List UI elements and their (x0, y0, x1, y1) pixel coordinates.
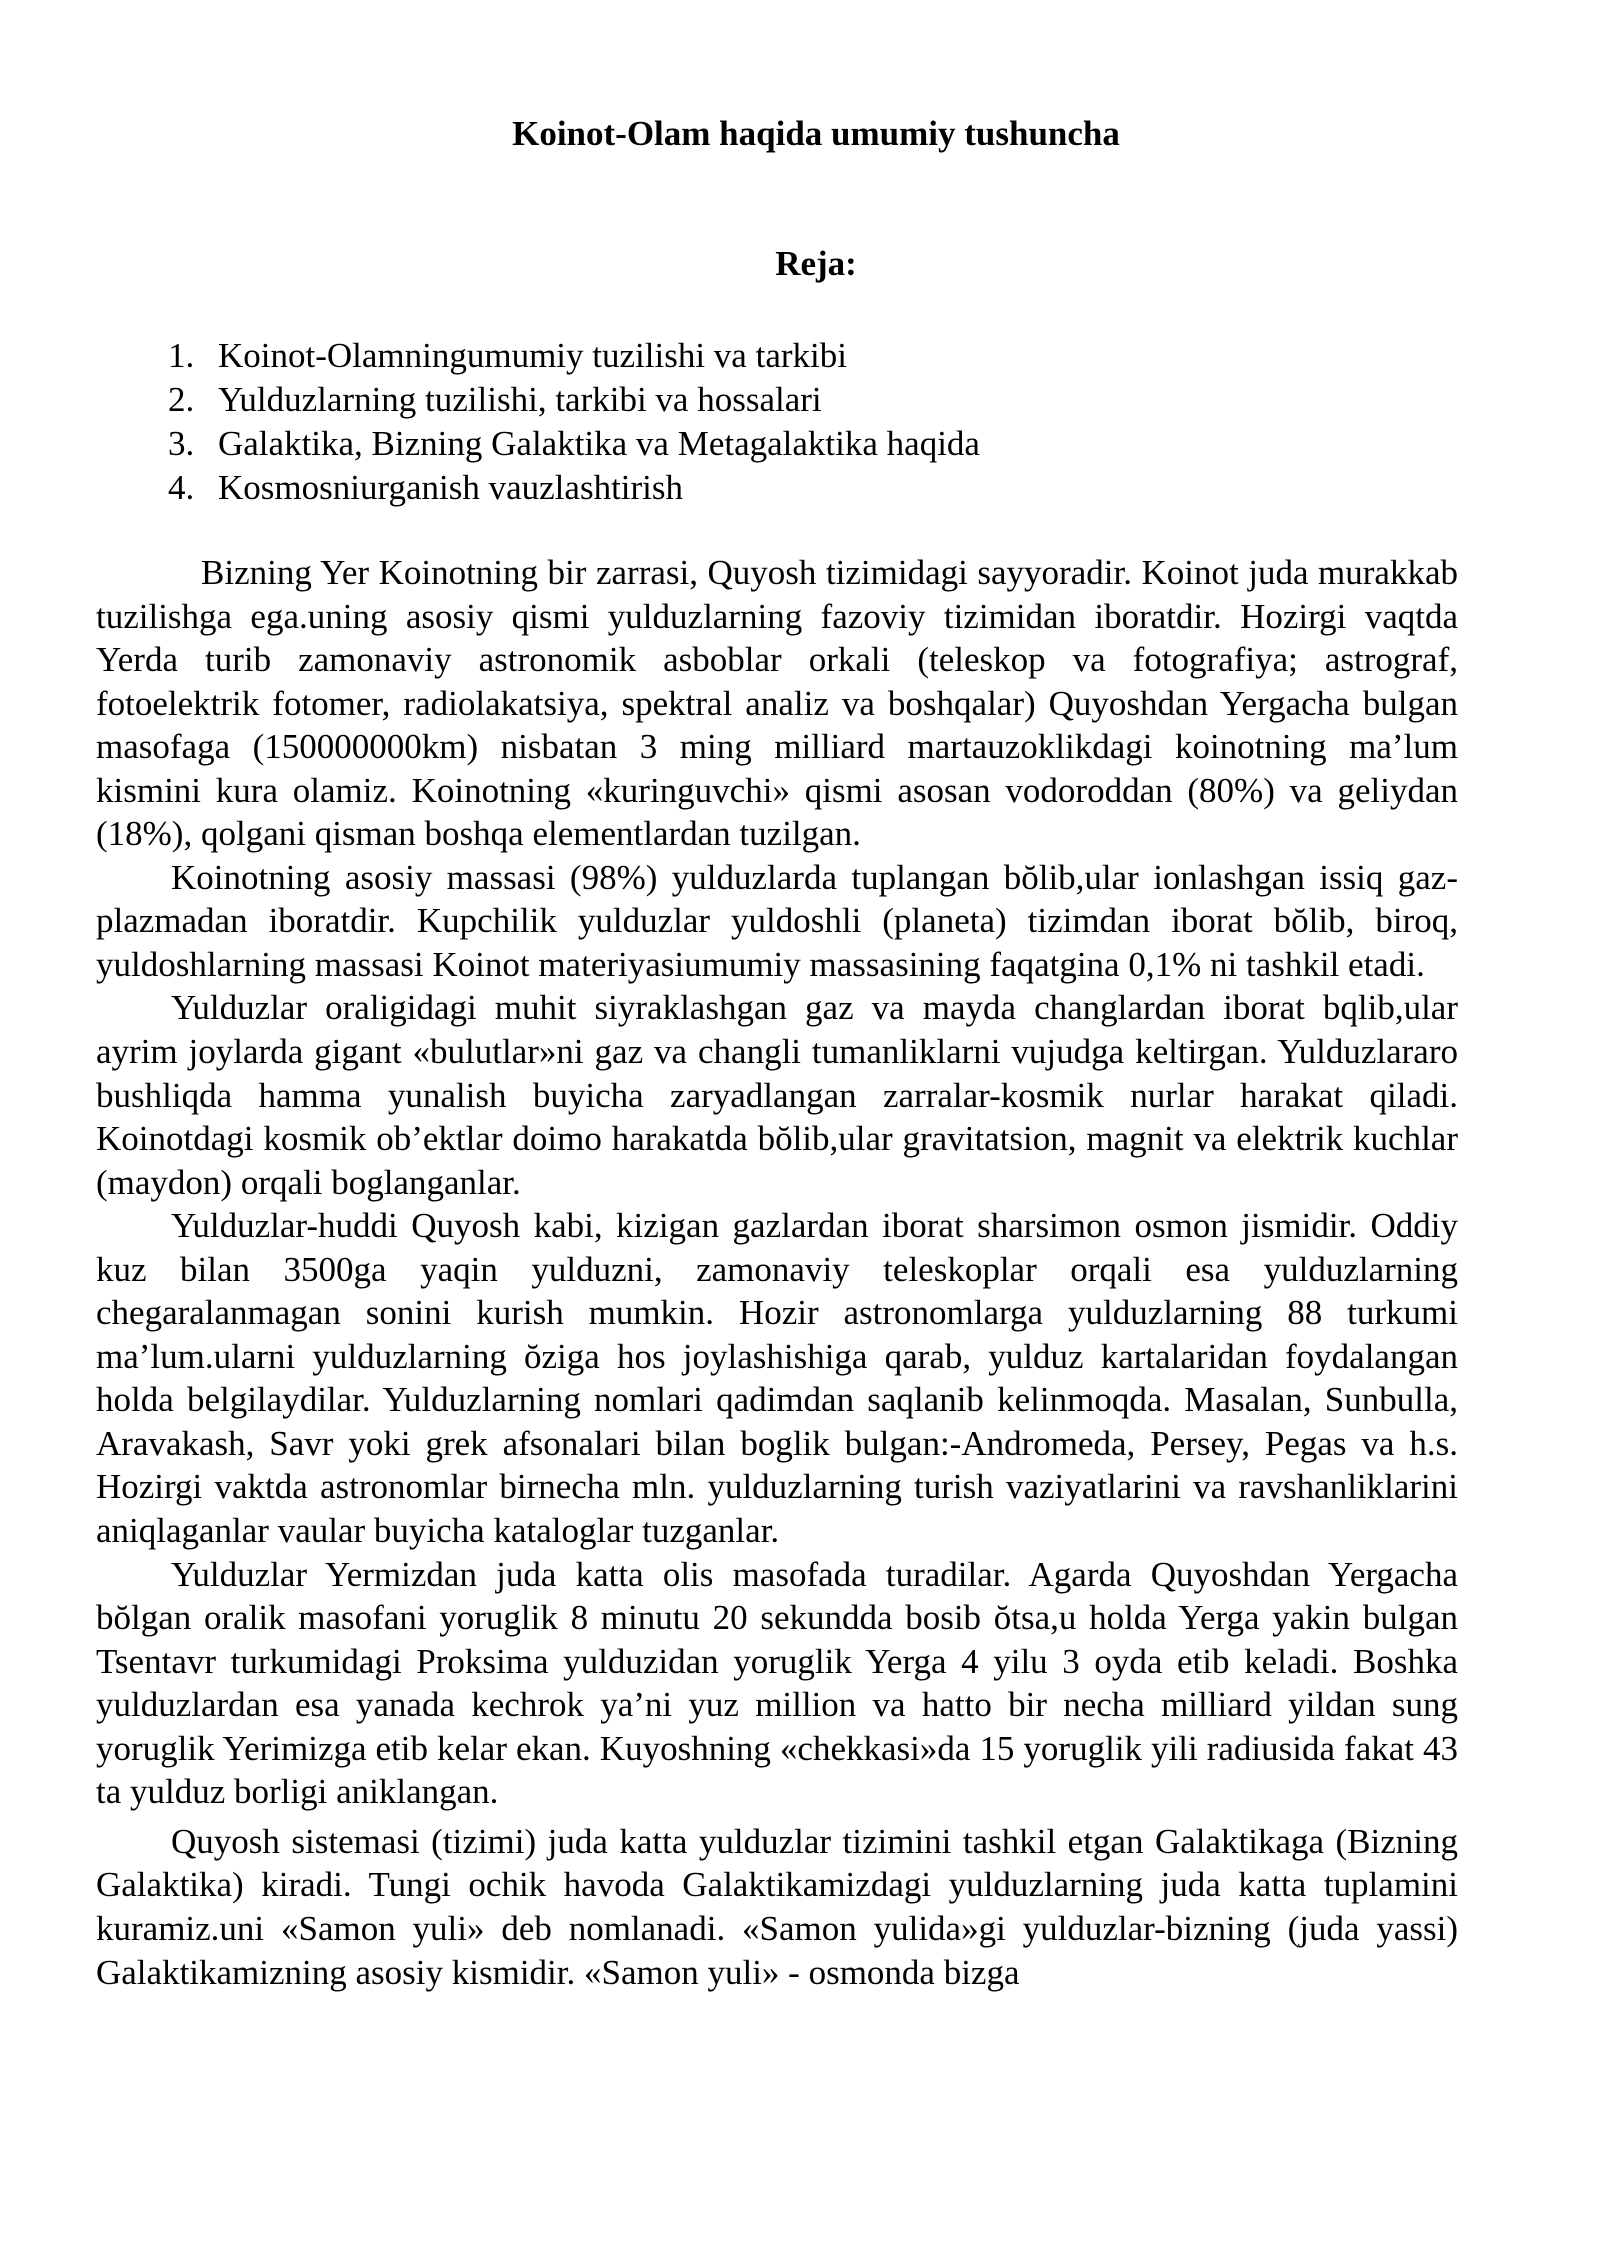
body-paragraph: Yulduzlar-huddi Quyosh kabi, kizigan gazlardan iborat sharsimon osmon jismidir. Oddiy kuz bilan 3500ga yaqin yulduzni, zamonaviy teleskoplar orqali esa yulduzlarning chegaralanmagan sonini kurish mumkin. Hozir astronomlarga yulduzlarning 88 turkumi ma’lum.ularni yulduzlarning ŏziga hos joylashishiga qarab, yulduz kartalaridan foydalangan holda belgilaydilar. Yulduzlarning nomlari qadimdan saqlanib kelinmoqda. Masalan, Sunbulla, Aravakash, Savr yoki grek afsonalari bilan boglik bulgan:-Andromeda, Persey, Pegas va h.s. Hozirgi vaktda astronomlar birnecha mln. yulduzlarning turish vaziyatlarini va ravshanliklarini aniqlaganlar vaular buyicha kataloglar tuzganlar. (96, 1206, 1458, 1551)
plan-item-text: Galaktika, Bizning Galaktika va Metagalaktika haqida (218, 424, 980, 463)
document-title: Koinot-Olam haqida umumiy tushuncha (512, 114, 1120, 153)
plan-item-text: Koinot-Olamningumumiy tuzilishi va tarkibi (218, 336, 847, 375)
plan-list (168, 334, 980, 510)
plan-item-number: 3. (168, 424, 195, 463)
body-paragraph: Koinotning asosiy massasi (98%) yulduzlarda tuplangan bŏlib,ular ionlashgan issiq gaz-plazmadan iboratdir. Kupchilik yulduzlar yuldoshli (planeta) tizimdan iborat bŏlib, biroq, yuldoshlarning massasi Koinot materiyasiumumiy massasining faqatgina 0,1% ni tashkil etadi. (96, 857, 1458, 984)
body-paragraph: Yulduzlar oraligidagi muhit siyraklashgan gaz va mayda changlardan iborat bqlib,ular ayrim joylarda gigant «bulutlar»ni gaz va changli tumanliklarni vujudga keltirgan. Yulduzlararo bushliqda hamma yunalish buyicha zaryadlangan zarralar-kosmik nurlar harakat qiladi. Koinotdagi kosmik ob’ektlar doimo harakatda bŏlib,ular gravitatsion, magnit va elektrik kuchlar (maydon) orqali boglanganlar. (96, 988, 1458, 1202)
plan-item-number: 1. (168, 336, 195, 375)
body-paragraph: Yulduzlar Yermizdan juda katta olis masofada turadilar. Agarda Quyoshdan Yergacha bŏlgan oralik masofani yoruglik 8 minutu 20 sekundda bosib ŏtsa,u holda Yerga yakin bulgan Tsentavr turkumidagi Proksima yulduzidan yoruglik Yerga 4 yilu 3 oyda etib keladi. Boshka yulduzlardan esa yanada kechrok ya’ni yuz million va hatto bir necha milliard yildan sung yoruglik Yerimizga etib kelar ekan. Kuyoshning «chekkasi»da 15 yoruglik yili radiusida fakat 43 ta yulduz borligi aniklangan. (96, 1554, 1458, 1812)
document-body (96, 551, 1458, 1994)
plan-item (168, 334, 980, 378)
plan-item (168, 466, 980, 510)
plan-item (168, 422, 980, 466)
plan-item-number: 4. (168, 468, 195, 507)
plan-item-text: Yulduzlarning tuzilishi, tarkibi va hossalari (218, 380, 822, 419)
plan-item-number: 2. (168, 380, 195, 419)
plan-item-text: Kosmosniurganish vauzlashtirish (218, 468, 684, 507)
body-paragraph: Quyosh sistemasi (tizimi) juda katta yulduzlar tizimini tashkil etgan Galaktikaga (Bizning Galaktika) kiradi. Tungi ochik havoda Galaktikamizdagi yulduzlarning juda katta tuplamini kuramiz.uni «Samon yuli» deb nomlanadi. «Samon yulida»gi yulduzlar-bizning (juda yassi) Galaktikamizning asosiy kismidir. «Samon yuli» - osmonda bizga (96, 1821, 1458, 1992)
body-paragraph: Bizning Yer Koinotning bir zarrasi, Quyosh tizimidagi sayyoradir. Koinot juda murakkab tuzilishga ega.uning asosiy qismi yulduzlarning fazoviy tizimidan iboratdir. Hozirgi vaqtda Yerda turib zamonaviy astronomik asboblar orkali (teleskop va fotografiya; astrograf, fotoelektrik fotomer, radiolakatsiya, spektral analiz va boshqalar) Quyoshdan Yergacha bulgan masofaga (150000000km) nisbatan 3 ming milliard martauzoklikdagi koinotning ma’lum kismini kura olamiz. Koinotning «kuringuvchi» qismi asosan vodoroddan (80%) va geliydan (18%), qolgani qisman boshqa elementlardan tuzilgan. (96, 553, 1458, 854)
plan-heading: Reja: (775, 244, 857, 283)
plan-item (168, 378, 980, 422)
